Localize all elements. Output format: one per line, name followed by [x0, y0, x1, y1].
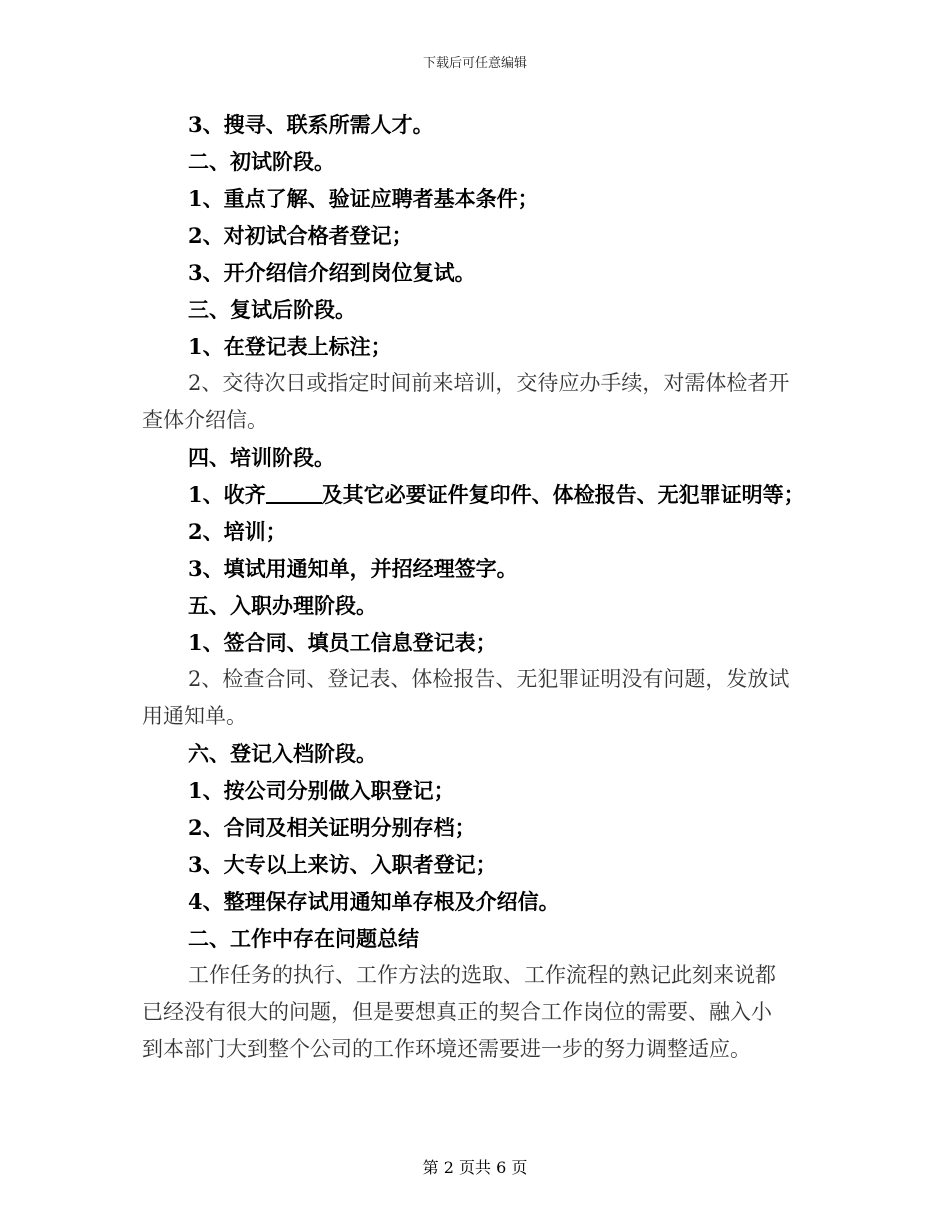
list-item: 2、对初试合格者登记； — [188, 223, 413, 248]
list-item: 2、培训； — [188, 519, 287, 544]
paragraph-line: 已经没有很大的问题，但是要想真正的契合工作岗位的需要、融入小 — [142, 1000, 772, 1024]
paragraph-line: 用通知单。 — [142, 704, 247, 728]
section-heading: 四、培训阶段。 — [188, 445, 335, 470]
paragraph-line: 工作任务的执行、工作方法的选取、工作流程的熟记此刻来说都 — [188, 963, 776, 987]
document-body — [142, 106, 810, 1068]
page-header: 下载后可任意编辑 — [422, 56, 527, 71]
list-item: 3、搜寻、联系所需人才。 — [188, 112, 434, 137]
blank-underline — [266, 482, 322, 504]
list-item-text: 1、收齐 — [188, 482, 266, 507]
list-item: 3、大专以上来访、入职者登记； — [188, 852, 497, 877]
list-item: 3、填试用通知单，并招经理签字。 — [188, 556, 518, 581]
list-item: 1、重点了解、验证应聘者基本条件； — [188, 186, 539, 211]
section-heading: 二、工作中存在问题总结 — [188, 926, 419, 951]
section-heading: 三、复试后阶段。 — [188, 297, 356, 322]
list-item: 1、按公司分别做入职登记； — [188, 778, 455, 803]
list-item: 1、在登记表上标注； — [188, 334, 392, 359]
paragraph-line: 查体介绍信。 — [142, 408, 268, 432]
list-item — [142, 476, 810, 513]
section-heading: 二、初试阶段。 — [188, 149, 335, 174]
page-footer: 第 2 页共 6 页 — [422, 1158, 528, 1177]
list-item: 1、签合同、填员工信息登记表； — [188, 630, 497, 655]
paragraph-line: 2、交待次日或指定时间前来培训，交待应办手续，对需体检者开 — [188, 371, 790, 395]
paragraph-line: 2、检查合同、登记表、体检报告、无犯罪证明没有问题，发放试 — [188, 667, 790, 691]
list-item: 3、开介绍信介绍到岗位复试。 — [188, 260, 476, 285]
list-item: 4、整理保存试用通知单存根及介绍信。 — [188, 889, 560, 914]
list-item: 2、合同及相关证明分别存档； — [188, 815, 476, 840]
list-item-text: 及其它必要证件复印件、体检报告、无犯罪证明等； — [321, 482, 805, 507]
section-heading: 五、入职办理阶段。 — [188, 593, 377, 618]
paragraph-line: 到本部门大到整个公司的工作环境还需要进一步的努力调整适应。 — [142, 1037, 751, 1061]
section-heading: 六、登记入档阶段。 — [188, 741, 377, 766]
